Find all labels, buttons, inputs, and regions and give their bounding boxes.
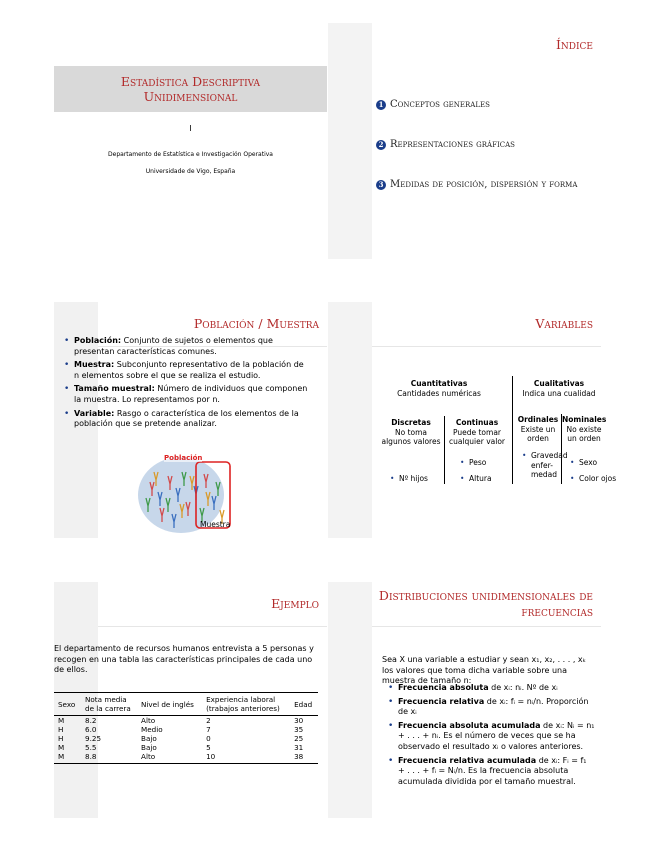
frequency-item: • Frecuencia relativa acumulada de xᵢ: Fᵢ = f₁ + . . . + fᵢ = Nᵢ/n. Es la frecuencia absoluta acumulada dividida por el tamaño muestral.: [388, 756, 595, 788]
population-illustration: [136, 452, 236, 536]
slide-distributions: [328, 582, 601, 818]
col-header: Sexo: [54, 693, 81, 716]
main-divider: [512, 376, 513, 484]
slide-header: [372, 23, 601, 67]
slide-variables: [328, 302, 617, 538]
table-header-row: [54, 693, 318, 716]
slide-title: [54, 23, 327, 259]
definition-item: • Tamaño muestral: Número de individuos que componen la muestra. Lo representamos por n.: [64, 384, 311, 405]
index-item-1[interactable]: [376, 99, 490, 110]
header-divider: [98, 626, 327, 627]
table-row: H 9.25 Bajo 0 25: [58, 734, 304, 743]
discretas-group: Discretas No toma algunos valores: [381, 418, 441, 446]
slide-title-text: Ejemplo: [271, 596, 319, 611]
slide-example: [54, 582, 327, 818]
index-label: Representaciones gráficas: [390, 139, 515, 150]
nominales-group: Nominales No existe un orden: [562, 415, 607, 443]
frequency-item: • Frecuencia absoluta de xᵢ: nᵢ. Nº de xᵢ: [388, 683, 595, 694]
cuantitativas-group: Cuantitativas Cantidades numéricas: [397, 379, 481, 398]
slide-header: [372, 582, 601, 626]
nominales-example-2: • Color ojos: [570, 474, 619, 484]
title-line-2: Unidimensional: [143, 89, 238, 104]
sidebar: [328, 23, 372, 259]
continuas-example-1: • Peso: [460, 458, 505, 468]
author: I: [189, 124, 192, 133]
header-divider: [372, 626, 601, 627]
department: Departamento de Estatística e Investigación Operativa: [108, 151, 273, 158]
title-line-1: Estadística Descriptiva: [120, 74, 261, 89]
index-label: Conceptos generales: [390, 99, 490, 110]
cualitativas-group: Cualitativas Indica una cualidad: [522, 379, 596, 398]
table-row: H 6.0 Medio 7 35: [58, 725, 304, 734]
slide-header: [372, 302, 601, 346]
col-header: Experiencia laboral (trabajos anteriores): [202, 693, 290, 716]
col-header: Nota media de la carrera: [81, 693, 137, 716]
example-table: [54, 692, 318, 764]
definitions-list: [64, 336, 311, 433]
nominales-example-1: • Sexo: [570, 458, 615, 468]
slide-title-text: Variables: [535, 316, 593, 331]
example-intro: El departamento de recursos humanos entrevista a 5 personas y recogen en una tabla las características principales de cada uno de ellos.: [54, 644, 314, 675]
definition-item: • Población: Conjunto de sujetos o elementos que presentan características comunes.: [64, 336, 311, 357]
slide-index: [328, 23, 601, 259]
index-number: 1: [376, 100, 386, 110]
index-item-3[interactable]: [376, 179, 577, 190]
table-row: M 5.5 Bajo 5 31: [58, 743, 304, 752]
slide-header: [98, 582, 327, 626]
col-header: Edad: [290, 693, 318, 716]
discretas-example: • Nº hijos: [390, 474, 443, 484]
population-label: Población: [164, 454, 203, 462]
frequency-item: • Frecuencia relativa de xᵢ: fᵢ = nᵢ/n. Proporción de xᵢ: [388, 697, 595, 718]
distributions-intro: Sea X una variable a estudiar y sean x₁, x₂, . . . , xₖ los valores que toma dicha variable sobre una muestra de tamaño n:: [382, 655, 587, 686]
title-box: [54, 66, 327, 112]
university: Universidade de Vigo, España: [145, 168, 236, 175]
discretas-divider: [444, 416, 445, 484]
frequency-item: • Frecuencia absoluta acumulada de xᵢ: Nᵢ = n₁ + . . . + nᵢ. Es el número de veces que se ha observado el resultado xᵢ o valores anteriores.: [388, 721, 595, 753]
index-item-2[interactable]: [376, 139, 515, 150]
slide-title-text: Distribuciones unidimensionales de frecuencias: [378, 588, 593, 619]
sidebar: [328, 302, 372, 538]
ordinales-group: Ordinales Existe un orden: [517, 415, 559, 443]
definition-item: • Variable: Rasgo o característica de los elementos de la población que se pretende analizar.: [64, 409, 311, 430]
definition-item: • Muestra: Subconjunto representativo de la población de n elementos sobre el que se realiza el estudio.: [64, 360, 311, 381]
table-row: M 8.2 Alto 2 30: [58, 716, 304, 725]
slide-title-text: Índice: [555, 37, 593, 52]
index-number: 2: [376, 140, 386, 150]
ordinales-example: • Gravedad enfer-medad: [522, 451, 569, 480]
table-row: M 8.8 Alto 10 38: [54, 752, 318, 764]
continuas-example-2: • Altura: [460, 474, 505, 484]
header-divider: [372, 346, 601, 347]
frequency-list: [388, 683, 595, 790]
slide-title-text: Población / Muestra: [193, 316, 319, 331]
sample-label: Muestra: [200, 520, 231, 529]
col-header: Nivel de inglés: [137, 693, 202, 716]
continuas-group: Continuas Puede tomar cualquier valor: [448, 418, 506, 446]
slide-population: [54, 302, 327, 538]
index-label: Medidas de posición, dispersión y forma: [390, 179, 578, 190]
index-number: 3: [376, 180, 386, 190]
